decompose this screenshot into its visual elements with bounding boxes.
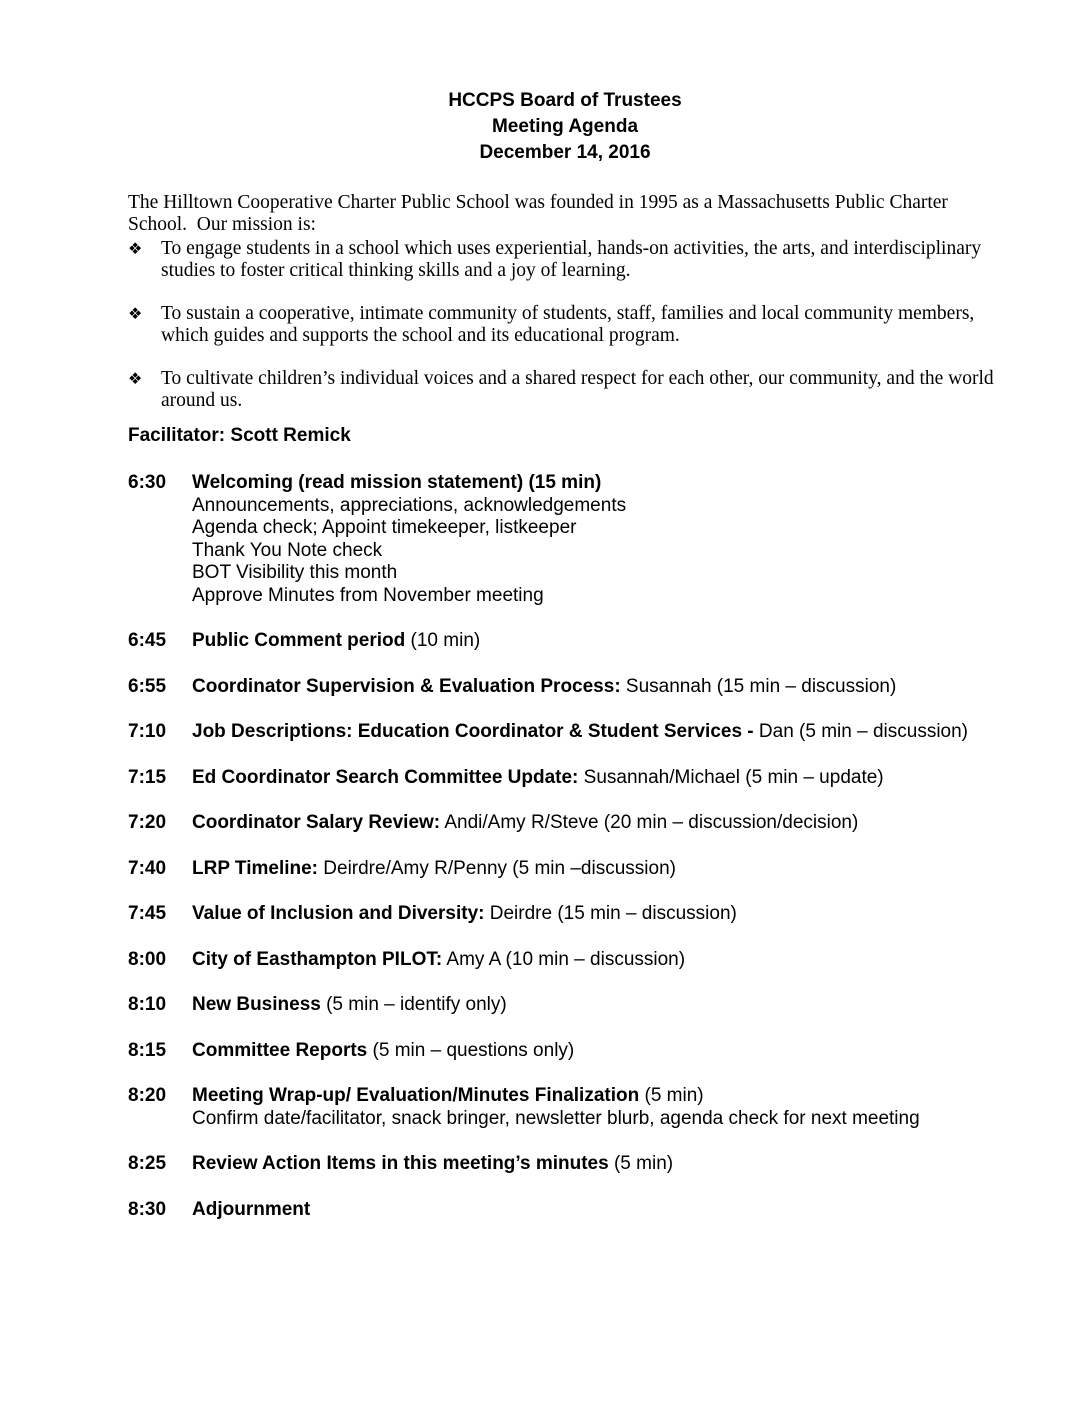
agenda-subitem: Announcements, appreciations, acknowledgements bbox=[192, 494, 627, 516]
agenda-content bbox=[192, 1153, 1002, 1176]
mission-bullet-text: To engage students in a school which uses experiential, hands-on activities, the arts, and interdisciplinary studies to foster critical thinking skills and a joy of learning. bbox=[161, 238, 982, 281]
agenda-content bbox=[192, 903, 1002, 926]
document-title-block bbox=[128, 88, 1002, 166]
agenda-subitem: Thank You Note check bbox=[192, 539, 383, 561]
agenda-time: 8:10 bbox=[128, 994, 167, 1015]
agenda-title: Committee Reports bbox=[192, 1039, 368, 1061]
agenda-row bbox=[128, 1199, 1002, 1222]
agenda-detail: Amy A (10 min – discussion) bbox=[442, 948, 686, 970]
agenda-row bbox=[128, 1085, 1002, 1130]
mission-bullet bbox=[128, 368, 1002, 412]
mission-bullet-text: To sustain a cooperative, intimate community of students, staff, families and local community members, which guides and supports the school and its educational program. bbox=[161, 303, 975, 346]
agenda-head bbox=[192, 1085, 1002, 1108]
agenda-title: LRP Timeline: bbox=[192, 857, 318, 879]
agenda-subitem: BOT Visibility this month bbox=[192, 562, 398, 583]
agenda-title: Welcoming (read mission statement) (15 min) bbox=[192, 472, 602, 493]
agenda-head bbox=[192, 812, 1002, 835]
document-title-line-2: Meeting Agenda bbox=[491, 116, 639, 137]
agenda-row bbox=[128, 903, 1002, 926]
agenda-row bbox=[128, 949, 1002, 972]
agenda-title: Public Comment period bbox=[192, 630, 406, 651]
agenda-title: Ed Coordinator Search Committee Update: bbox=[192, 766, 579, 788]
agenda-time: 8:25 bbox=[128, 1153, 167, 1174]
agenda-time: 7:40 bbox=[128, 857, 167, 879]
mission-bullet bbox=[128, 238, 1002, 282]
agenda-row bbox=[128, 767, 1002, 790]
agenda-head bbox=[192, 1199, 1002, 1222]
diamond-bullet-icon: ❖ bbox=[128, 304, 143, 323]
agenda-head bbox=[192, 676, 1002, 699]
agenda-title: Coordinator Supervision & Evaluation Process: bbox=[192, 675, 621, 697]
mission-bullet bbox=[128, 303, 1002, 347]
agenda-title: Value of Inclusion and Diversity: bbox=[192, 903, 485, 924]
agenda-row bbox=[128, 1153, 1002, 1176]
agenda-content bbox=[192, 767, 1002, 790]
agenda-content bbox=[192, 721, 1002, 744]
agenda-row bbox=[128, 721, 1002, 744]
agenda-row bbox=[128, 472, 1002, 607]
agenda-row bbox=[128, 676, 1002, 699]
agenda-row bbox=[128, 994, 1002, 1017]
agenda-time: 7:45 bbox=[128, 903, 167, 924]
agenda-content bbox=[192, 1085, 1002, 1130]
agenda-head bbox=[192, 721, 1002, 744]
agenda-time: 8:20 bbox=[128, 1085, 167, 1106]
agenda-detail: Deirdre (15 min – discussion) bbox=[484, 903, 737, 924]
agenda-detail: Deirdre/Amy R/Penny (5 min –discussion) bbox=[318, 857, 676, 879]
agenda-detail: Susannah (15 min – discussion) bbox=[620, 675, 897, 697]
agenda-list bbox=[128, 472, 1002, 1221]
agenda-head bbox=[192, 767, 1002, 790]
agenda-row bbox=[128, 858, 1002, 881]
agenda-subitem: Confirm date/facilitator, snack bringer, newsletter blurb, agenda check for next meeting bbox=[192, 1107, 920, 1129]
agenda-head bbox=[192, 858, 1002, 881]
agenda-title: Coordinator Salary Review: bbox=[192, 812, 441, 833]
mission-bullet-text: To cultivate children’s individual voices and a shared respect for each other, our community, and the world around us. bbox=[161, 368, 994, 411]
agenda-time: 7:15 bbox=[128, 766, 167, 788]
agenda-detail: Dan (5 min – discussion) bbox=[753, 721, 969, 742]
agenda-subitem: Agenda check; Appoint timekeeper, listkeeper bbox=[192, 517, 577, 538]
intro-paragraph: The Hilltown Cooperative Charter Public School was founded in 1995 as a Massachusetts Public Charter School. Our mission is: bbox=[128, 192, 953, 235]
agenda-detail: (5 min) bbox=[608, 1153, 674, 1174]
agenda-head bbox=[192, 1040, 1002, 1063]
agenda-time: 6:30 bbox=[128, 472, 167, 493]
agenda-content bbox=[192, 858, 1002, 881]
agenda-time: 6:45 bbox=[128, 630, 167, 651]
facilitator-line: Facilitator: Scott Remick bbox=[128, 425, 351, 446]
document-title-line-1: HCCPS Board of Trustees bbox=[448, 90, 682, 111]
agenda-content bbox=[192, 812, 1002, 835]
agenda-detail: (5 min – questions only) bbox=[367, 1039, 575, 1061]
agenda-head bbox=[192, 1153, 1002, 1176]
agenda-title: New Business bbox=[192, 994, 321, 1015]
agenda-content bbox=[192, 994, 1002, 1017]
agenda-row bbox=[128, 1040, 1002, 1063]
agenda-row bbox=[128, 812, 1002, 835]
agenda-time: 8:30 bbox=[128, 1198, 167, 1220]
agenda-detail: Andi/Amy R/Steve (20 min – discussion/decision) bbox=[440, 812, 859, 833]
agenda-title: Meeting Wrap-up/ Evaluation/Minutes Finalization bbox=[192, 1085, 640, 1106]
document-title-line-3: December 14, 2016 bbox=[479, 142, 651, 163]
agenda-head bbox=[192, 630, 1002, 653]
diamond-bullet-icon: ❖ bbox=[128, 239, 143, 258]
agenda-time: 8:00 bbox=[128, 948, 167, 970]
agenda-content bbox=[192, 949, 1002, 972]
agenda-detail: Susannah/Michael (5 min – update) bbox=[578, 766, 884, 788]
agenda-content bbox=[192, 1199, 1002, 1222]
agenda-head bbox=[192, 472, 1002, 495]
agenda-title: City of Easthampton PILOT: bbox=[192, 948, 443, 970]
mission-bullet-list bbox=[128, 238, 1002, 412]
agenda-subitem: Approve Minutes from November meeting bbox=[192, 584, 544, 606]
agenda-time: 8:15 bbox=[128, 1039, 167, 1061]
agenda-title: Adjournment bbox=[192, 1198, 311, 1220]
agenda-title: Review Action Items in this meeting’s minutes bbox=[192, 1153, 609, 1174]
agenda-head bbox=[192, 903, 1002, 926]
agenda-title: Job Descriptions: Education Coordinator & Student Services - bbox=[192, 721, 754, 742]
agenda-head bbox=[192, 949, 1002, 972]
agenda-content bbox=[192, 472, 1002, 607]
agenda-row bbox=[128, 630, 1002, 653]
agenda-detail: (5 min – identify only) bbox=[320, 994, 507, 1015]
agenda-time: 7:10 bbox=[128, 721, 167, 742]
agenda-time: 7:20 bbox=[128, 812, 167, 833]
agenda-detail: (10 min) bbox=[405, 630, 481, 651]
agenda-head bbox=[192, 994, 1002, 1017]
agenda-content bbox=[192, 676, 1002, 699]
agenda-content bbox=[192, 630, 1002, 653]
agenda-time: 6:55 bbox=[128, 675, 167, 697]
agenda-content bbox=[192, 1040, 1002, 1063]
diamond-bullet-icon: ❖ bbox=[128, 369, 143, 388]
agenda-detail: (5 min) bbox=[639, 1085, 704, 1106]
